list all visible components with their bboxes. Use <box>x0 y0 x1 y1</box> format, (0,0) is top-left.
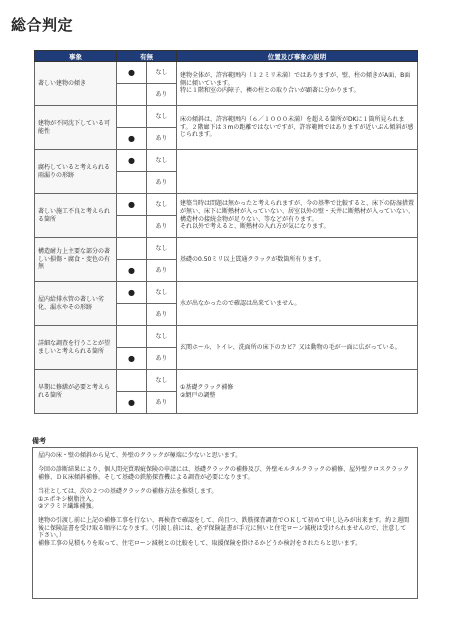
row-item-label: 建物が不同沈下している可能性 <box>35 106 117 150</box>
row-item-label: 詳細な調査を行うことが望ましいと考えられる箇所 <box>35 326 117 370</box>
option-yes-label: なし <box>147 194 177 216</box>
remarks-line: 補修工事の見積もりを取って、住宅ローン減税との比較をして、取援保険を掛けるかどうか検討をされたらと思います。 <box>38 539 362 547</box>
row-description <box>177 282 418 326</box>
row-item-label: 著しい建物の傾き <box>35 62 117 106</box>
yes-mark-cell <box>117 370 147 392</box>
description-line: 特に１階和室の内障子、襖の柱との取り合いが顕著に分かります。 <box>180 87 360 95</box>
option-yes-label: なし <box>147 106 177 128</box>
yes-mark-cell: ● <box>117 194 147 216</box>
header-presence: 有無 <box>117 51 177 62</box>
option-yes-label: なし <box>147 370 177 392</box>
remarks-line: 当社としては、次の２つの基礎クラックの補修方法を推奨します。 <box>38 488 218 496</box>
page-title: 総合判定 <box>11 16 74 34</box>
row-description <box>177 106 418 150</box>
row-description <box>177 370 418 414</box>
no-mark-cell: ● <box>117 260 147 282</box>
row-item-label: 腐朽していると考えられる雨漏りの形跡 <box>35 150 117 194</box>
row-description <box>177 238 418 282</box>
yes-mark-cell: ● <box>117 282 147 304</box>
description-line: 建築当時は問題は無かったと考えられますが、今の基準で比較すると、床下の防湿措置が無い、床下に断熱材が入っていない、居室以外の壁・天井に断熱材が入っていない、構造材の接続金物が足りない、等などが有ります。 <box>180 200 415 223</box>
remarks-line: 今回の診断結果により、個人間売買瑕疵保険の申請には、基礎クラックの補修及び、外壁モルタルクラックの補修、屋外壁クロスクラック補修、ＤＫ床傾斜補修。そして基礎の鉄筋探査機による調査が必要になります。 <box>38 466 410 481</box>
no-mark-cell: ● <box>117 348 147 370</box>
description-line: 床の傾斜は、許容範囲内（６／１０００未満）を超える箇所がDKに１箇所見られます。２階廊下は３mの距離ではないですが、許容範囲ではありますが近いぶん傾斜が感じられます。 <box>180 116 414 139</box>
yes-mark-cell <box>117 106 147 128</box>
description-line: 基礎の0.50ミリ以上貫通クラックが数箇所有ります。 <box>180 255 325 263</box>
row-description <box>177 194 418 238</box>
row-description <box>177 150 418 194</box>
option-no-label: あり <box>147 304 177 326</box>
option-no-label: あり <box>147 392 177 414</box>
option-yes-label: なし <box>147 150 177 172</box>
description-line: ②網戸の調整 <box>180 391 216 399</box>
row-item-label: 屋内給排水管の著しい劣化、漏水やその形跡 <box>35 282 117 326</box>
option-no-label: あり <box>147 260 177 282</box>
option-yes-label: なし <box>147 282 177 304</box>
row-description <box>177 62 418 106</box>
option-no-label: あり <box>147 84 177 106</box>
no-mark-cell <box>117 84 147 106</box>
assessment-table <box>34 50 418 414</box>
yes-mark-cell: ● <box>117 150 147 172</box>
no-mark-cell <box>117 216 147 238</box>
row-item-label: 著しい施工不良と考えられる箇所 <box>35 194 117 238</box>
remarks-line: ①エポキシ樹脂注入。 <box>38 495 98 503</box>
remarks-line: ②アラミド繊維補強。 <box>38 503 98 511</box>
header-item: 事象 <box>35 51 117 62</box>
remarks-line: 建物の引渡し前に上記の補修工事を行ない、再検査で確認をして、尚且つ、鉄筋探査調査でＯＫして初めて申し込みが出来ます。約２週間後に保険証書を受け取る順序になります。（引渡し前には、必ず保険証書が手元に無いと住宅ローン減税は受けられませんので、注意して下さい。） <box>38 517 410 540</box>
option-no-label: あり <box>147 128 177 150</box>
header-description: 位置及び事象の説明 <box>177 51 418 62</box>
option-yes-label: なし <box>147 238 177 260</box>
row-item-label: 早期に修繕が必要と考えられる箇所 <box>35 370 117 414</box>
yes-mark-cell: ● <box>117 62 147 84</box>
no-mark-cell <box>117 172 147 194</box>
yes-mark-cell <box>117 238 147 260</box>
description-line: 水が出なかったので確認は出来ていません。 <box>180 299 301 307</box>
no-mark-cell: ● <box>117 128 147 150</box>
option-no-label: あり <box>147 172 177 194</box>
description-line: 建物全体が、許容範囲内（１２ミリ未満）ではありますが、壁、柱の傾きがA面、B面側に傾いています。 <box>180 72 411 87</box>
remarks-line: 屋内の床・壁の傾斜から見て、外壁のクラックが極端に少ないと思います。 <box>38 452 242 459</box>
description-line: ①基礎クラック補修 <box>180 383 234 391</box>
row-item-label: 構造耐力上主要な部分の著しい損傷・腐食・変色の有無 <box>35 238 117 282</box>
no-mark-cell <box>117 304 147 326</box>
description-line: 玄関ホール、トイレ、洗面所の床下のカビ？又は動物の毛が一面に広がっている。 <box>180 343 401 351</box>
option-no-label: あり <box>147 216 177 238</box>
no-mark-cell: ● <box>117 392 147 414</box>
option-yes-label: なし <box>147 326 177 348</box>
remarks-title: 備考 <box>32 437 46 445</box>
option-no-label: あり <box>147 348 177 370</box>
description-line: それ以外で考えると、断熱材の入れ方が気になります。 <box>180 223 330 231</box>
yes-mark-cell <box>117 326 147 348</box>
row-description <box>177 326 418 370</box>
remarks-box <box>32 447 418 599</box>
option-yes-label: なし <box>147 62 177 84</box>
